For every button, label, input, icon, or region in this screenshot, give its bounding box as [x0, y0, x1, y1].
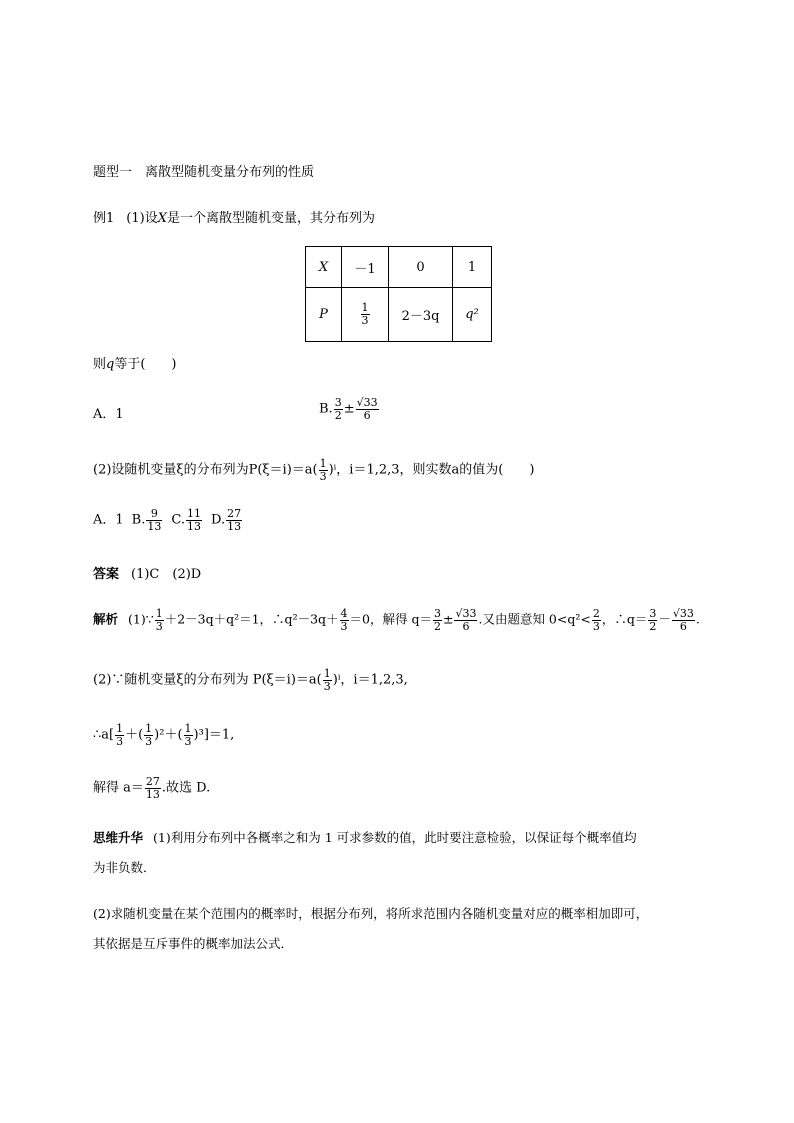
- example-question-1: [93, 212, 375, 225]
- table-cell: q²: [453, 288, 492, 342]
- summary-label: 思维升华: [93, 830, 144, 845]
- section-title: 题型一 离散型随机变量分布列的性质: [93, 165, 315, 180]
- example-question-2: (2)设随机变量ξ的分布列为P(ξ＝i)＝a( $\frac{1}{3}$ )ⁱ，i＝1,2,3，则实数a的值为( ): [93, 457, 535, 483]
- q1-var: X: [157, 211, 167, 226]
- q2-options: A．1 B. $\frac{9}{13}$ C. $\frac{11}{13}$ D. $\frac{27}{13}$: [93, 507, 242, 533]
- analysis-line-1: 解析 (1)∵ $\frac{1}{3}$ ＋2－3q＋q²＝1，∴q²－3q＋ $\frac{4}{3}$ ＝0，解得 q＝ $\frac{3}{2}$ ± $\frac{√33}{6}$ .又由题意知 0<q²< $\frac{2}{3}$ ，∴q＝ $\frac{3}{2}$ － $\frac{√33}{6}$ .: [93, 607, 700, 633]
- table-cell: －1: [342, 247, 389, 288]
- summary-line-3: (2)求随机变量在某个范围内的概率时，根据分布列，将所求范围内各随机变量对应的概率相加即可，: [93, 906, 649, 921]
- q2-option-b: B.: [131, 512, 146, 528]
- table-cell: X: [306, 247, 342, 288]
- table-row: [306, 247, 492, 288]
- q1-option-a: A．1: [93, 407, 124, 422]
- q1-ask: 则q等于( ): [93, 357, 177, 372]
- example-label: 例1: [93, 211, 115, 226]
- summary-line-2: 为非负数．: [93, 860, 156, 875]
- q2-option-d: D.: [210, 512, 226, 528]
- table-cell: P: [306, 288, 342, 342]
- summary-line-1: 思维升华 (1)利用分布列中各概率之和为 1 可求参数的值，此时要注意检验，以保证每个概率值均: [93, 830, 637, 845]
- analysis-line-2: (2)∵随机变量ξ的分布列为 P(ξ＝i)＝a( $\frac{1}{3}$ )ⁱ，i＝1,2,3,: [93, 667, 408, 693]
- analysis-line-4: 解得 a＝ $\frac{27}{13}$ .故选 D.: [93, 775, 211, 801]
- table-cell: 2－3q: [389, 288, 453, 342]
- answer-label: 答案: [93, 567, 120, 582]
- q2-option-a: A．1: [93, 512, 124, 528]
- q1-option-b: B. $\frac{3}{2}$ ± $\frac{√33}{6}$: [319, 396, 378, 422]
- table-cell: 1: [453, 247, 492, 288]
- distribution-table: [305, 246, 492, 342]
- q2-option-c: C.: [171, 512, 185, 528]
- analysis-label: 解析: [93, 611, 119, 627]
- table-cell: 0: [389, 247, 453, 288]
- table-row: [306, 288, 492, 342]
- answer: [93, 568, 201, 581]
- summary-line-4: 其依据是互斥事件的概率加法公式．: [93, 936, 294, 951]
- answer-text: (1)C (2)D: [131, 567, 202, 582]
- q1-prefix: (1)设: [126, 211, 158, 226]
- q1-text: 是一个离散型随机变量，其分布列为: [166, 211, 375, 226]
- analysis-line-3: ∴a[ $\frac{1}{3}$ ＋( $\frac{1}{3}$ )²＋( $\frac{1}{3}$ )³]＝1,: [93, 722, 235, 748]
- table-cell: $\frac{1}{3}$: [342, 288, 389, 342]
